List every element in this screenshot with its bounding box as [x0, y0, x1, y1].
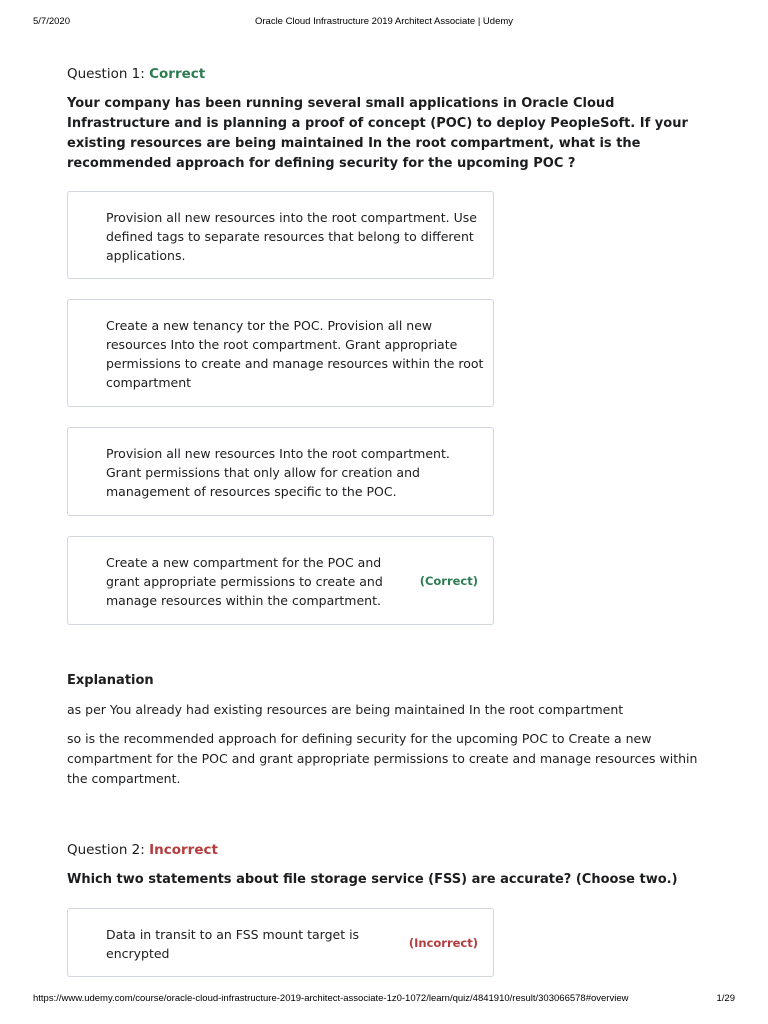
print-page-number: 1/29: [716, 993, 735, 1004]
answer-option-q2-1-text: Data in transit to an FSS mount target is encrypted: [106, 927, 360, 961]
explanation-paragraph-2: so is the recommended approach for defining security for the upcoming POC to Create a new compartment for the POC and grant appropriate permissions to create and manage resources within the compartment.: [67, 731, 698, 786]
answer-option-3-text: Provision all new resources Into the root compartment. Grant permissions that only allow for creation and management of resources specific to the POC.: [106, 446, 450, 499]
question-2-header: [67, 842, 218, 858]
question-1-status: Correct: [149, 66, 206, 82]
print-header: [0, 16, 768, 34]
print-title: Oracle Cloud Infrastructure 2019 Architect Associate | Udemy: [254, 16, 514, 27]
question-2-label: Question 2:: [67, 842, 145, 858]
answer-option-4-text: Create a new compartment for the POC and grant appropriate permissions to create and manage resources within the compartment.: [106, 555, 383, 608]
question-2-status: Incorrect: [149, 842, 218, 858]
explanation-title: Explanation: [67, 673, 154, 688]
answer-option-1[interactable]: [67, 191, 494, 279]
print-url: https://www.udemy.com/course/oracle-cloud-infrastructure-2019-architect-associate-1z0-1072/learn/quiz/4841910/result/303066578#overview: [33, 993, 629, 1004]
answer-option-q2-1[interactable]: [67, 908, 494, 977]
print-date: 5/7/2020: [33, 16, 70, 27]
correct-badge: (Correct): [419, 574, 478, 588]
explanation-paragraph-1: as per You already had existing resources are being maintained In the root compartment: [67, 702, 624, 717]
question-1-header: [67, 66, 205, 82]
incorrect-badge: (Incorrect): [408, 936, 478, 950]
question-2-text: Which two statements about file storage service (FSS) are accurate? (Choose two.): [67, 872, 678, 887]
question-1-label: Question 1:: [67, 66, 145, 82]
answer-option-3[interactable]: [67, 427, 494, 516]
answer-option-2[interactable]: [67, 299, 494, 407]
answer-option-1-text: Provision all new resources into the root compartment. Use defined tags to separate resources that belong to different applications.: [106, 210, 477, 263]
question-1-text: Your company has been running several small applications in Oracle Cloud Infrastructure and is planning a proof of concept (POC) to deploy PeopleSoft. If your existing resources are being maintained In the root compartment, what is the recommended approach for defining security for the upcoming POC ?: [67, 96, 688, 171]
print-footer: [0, 993, 768, 1011]
answer-option-2-text: Create a new tenancy tor the POC. Provision all new resources Into the root compartment. Grant appropriate permissions to create and manage resources within the root compartment: [106, 318, 484, 390]
answer-option-4[interactable]: [67, 536, 494, 625]
